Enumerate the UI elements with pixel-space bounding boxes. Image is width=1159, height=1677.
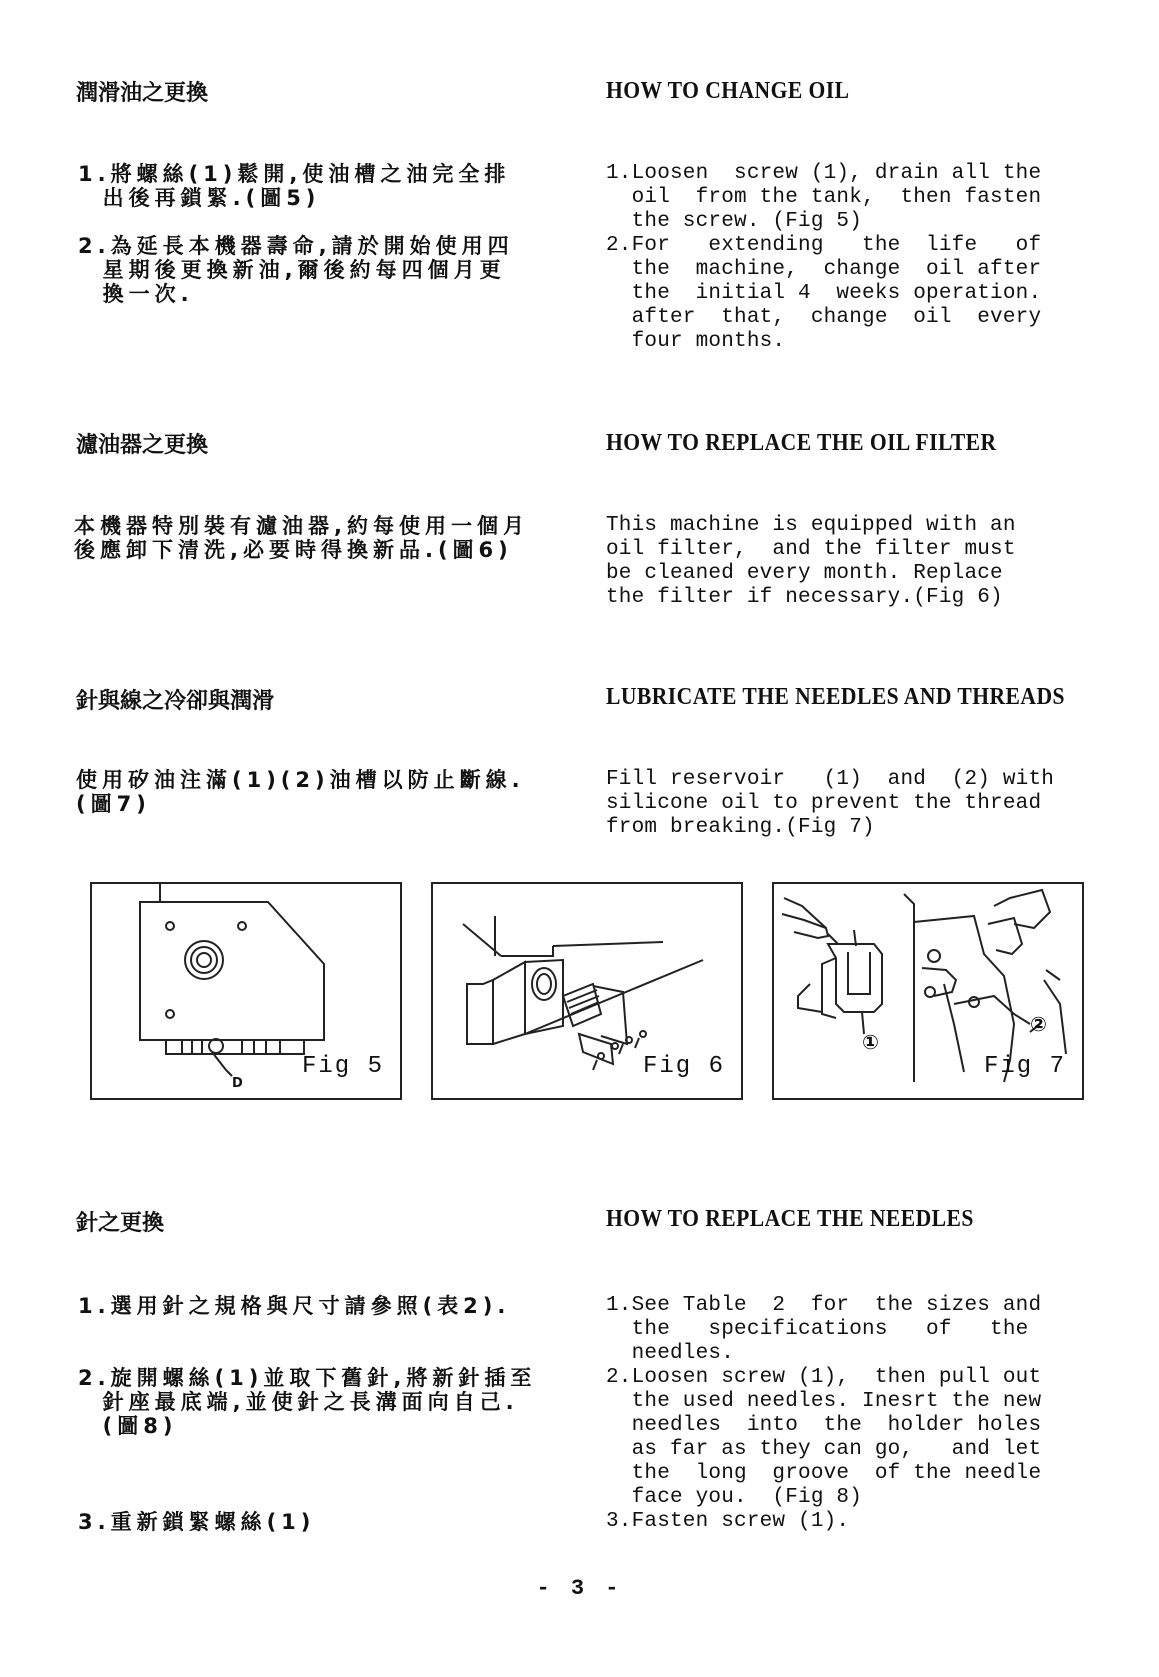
needles-zh-title: 針之更換 [76, 1211, 165, 1236]
needles-en-item-3: 3.Fasten screw (1). [606, 1510, 850, 1533]
needles-en-item-1: 1.See Table 2 for the sizes and the specifications of the needles. [606, 1294, 1042, 1365]
oil-zh-title: 潤滑油之更換 [76, 81, 209, 106]
needles-en-title: HOW TO REPLACE THE NEEDLES [606, 1206, 974, 1232]
fig5-d-label: D [232, 1076, 243, 1091]
fig6-label: Fig 6 [642, 1053, 725, 1080]
fig5-label: Fig 5 [301, 1053, 384, 1080]
needles-zh-item-1: 1.選用針之規格與尺寸請參照(表2). [78, 1294, 511, 1318]
figure-7 [772, 882, 1084, 1100]
lubricate-zh-title: 針與線之冷卻與潤滑 [76, 689, 275, 714]
fig7-circle-2: ② [1030, 1012, 1047, 1036]
oil-en-item-2: 2.For extending the life of the machine, change oil after the initial 4 weeks operation. after that, change oil every four months. [606, 234, 1042, 353]
page-number: - 3 - [536, 1576, 623, 1601]
oil-en-title: HOW TO CHANGE OIL [606, 78, 850, 104]
lubricate-en-title: LUBRICATE THE NEEDLES AND THREADS [606, 684, 1065, 710]
figure-5 [90, 882, 402, 1100]
filter-zh-text: 本機器特別裝有濾油器,約每使用一個月 後應卸下清洗,必要時得換新品.(圖6) [74, 514, 529, 562]
filter-zh-title: 濾油器之更換 [76, 433, 209, 458]
fig7-label: Fig 7 [983, 1053, 1066, 1080]
figure-6 [431, 882, 743, 1100]
oil-zh-item-2: 2.為延長本機器壽命,請於開始使用四 星期後更換新油,爾後約每四個月更 換一次. [78, 234, 514, 306]
lubricate-en-text: Fill reservoir (1) and (2) with silicone oil to prevent the thread from breaking.(Fig 7) [606, 768, 1055, 839]
needles-zh-item-3: 3.重新鎖緊螺絲(1) [78, 1510, 316, 1534]
filter-en-text: This machine is equipped with an oil filter, and the filter must be cleaned every month. Replace the filter if necessary.(Fig 6) [606, 514, 1016, 609]
filter-en-title: HOW TO REPLACE THE OIL FILTER [606, 430, 997, 456]
fig7-circle-1: ① [862, 1030, 879, 1054]
lubricate-zh-text: 使用矽油注滿(1)(2)油槽以防止斷線. (圖7) [76, 768, 525, 816]
oil-en-item-1: 1.Loosen screw (1), drain all the oil from the tank, then fasten the screw. (Fig 5) [606, 162, 1042, 233]
oil-zh-item-1: 1.將螺絲(1)鬆開,使油槽之油完全排 出後再鎖緊.(圖5) [78, 162, 511, 210]
needles-zh-item-2: 2.旋開螺絲(1)並取下舊針,將新針插至 針座最底端,並使針之長溝面向自己. (圖8) [78, 1366, 537, 1438]
needles-en-item-2: 2.Loosen screw (1), then pull out the used needles. Inesrt the new needles into the holder holes as far as they can go, and let the long groove of the needle face you. (Fig 8) [606, 1366, 1042, 1509]
